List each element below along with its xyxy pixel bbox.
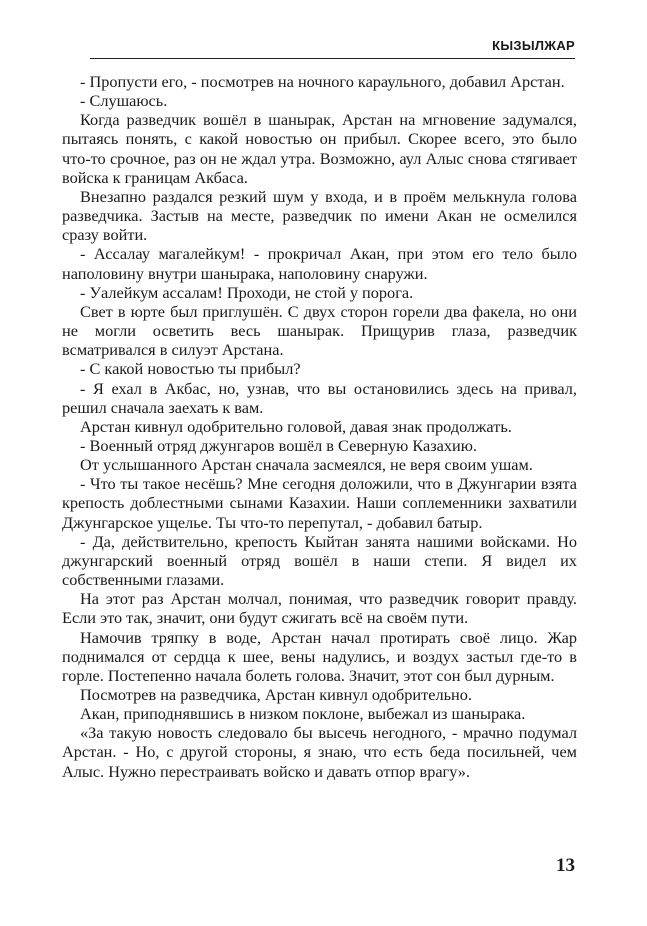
paragraph: На этот раз Арстан молчал, понимая, что разведчик говорит правду. Если это так, значит, они будут сжигать всё на своём пути. xyxy=(62,589,577,628)
paragraph: От услышанного Арстан сначала засмеялся, не веря своим ушам. xyxy=(80,455,533,475)
paragraph: - Да, действительно, крепость Кыйтан занята нашими войсками. Но джунгарский военный отряд вошёл в наши степи. Я видел их собственными глазами. xyxy=(62,531,577,590)
paragraph: «За такую новость следовало бы высечь негодного, - мрачно подумал Арстан. - Но, с другой стороны, я знаю, что есть беда посильней, чем Алыс. Нужно перестраивать войско и давать отпор врагу». xyxy=(62,723,577,781)
paragraph: Акан, приподнявшись в низком поклоне, выбежал из шанырака. xyxy=(80,704,526,724)
paragraph: - С какой новостью ты прибыл? xyxy=(80,359,301,379)
paragraph: Когда разведчик вошёл в шанырак, Арстан на мгновение задумался, пытаясь понять, с какой новостью он прибыл. Скорее всего, это было что-то срочное, раз он не ждал утра. Возможно, аул Алыс снова стягивает войска к границам Акбаса. xyxy=(62,110,577,187)
paragraph: - Ассалау магалейкум! - прокричал Акан, при этом его тело было наполовину внутри шанырака, наполовину снаружи. xyxy=(62,244,577,283)
paragraph: Свет в юрте был приглушён. С двух сторон горели два факела, но они не могли осветить весь шанырак. Прищурив глаза, разведчик всматривался в силуэт Арстана. xyxy=(62,301,577,360)
paragraph: - Уалейкум ассалам! Проходи, не стой у порога. xyxy=(80,282,414,302)
page-number: 13 xyxy=(556,855,575,876)
running-header: КЫЗЫЛЖАР xyxy=(90,36,575,59)
paragraph: Арстан кивнул одобрительно головой, давая знак продолжать. xyxy=(80,416,512,436)
paragraph: - Я ехал в Акбас, но, узнав, что вы остановились здесь на привал, решил сначала заехать к вам. xyxy=(62,378,577,417)
text-body xyxy=(62,72,577,781)
paragraph: Посмотрев на разведчика, Арстан кивнул одобрительно. xyxy=(80,685,472,704)
paragraph: - Слушаюсь. xyxy=(80,91,168,111)
paragraph: Внезапно раздался резкий шум у входа, и в проём мелькнула голова разведчика. Застыв на месте, разведчик по имени Акан не осмелился сразу войти. xyxy=(62,186,577,245)
paragraph: - Что ты такое несёшь? Мне сегодня доложили, что в Джунгарии взята крепость доблестными сынами Казахии. Наши соплеменники захватили Джунгарское ущелье. Ты что-то перепутал, - добавил батыр. xyxy=(62,474,577,532)
paragraph: - Пропусти его, - посмотрев на ночного караульного, добавил Арстан. xyxy=(80,72,565,91)
paragraph: Намочив тряпку в воде, Арстан начал протирать своё лицо. Жар поднимался от сердца к шее, вены надулись, и воздух застыл где-то в горле. Постепенно начала болеть голова. Значит, этот сон был дурным. xyxy=(62,627,577,685)
paragraph: - Военный отряд джунгаров вошёл в Северную Казахию. xyxy=(80,435,477,455)
